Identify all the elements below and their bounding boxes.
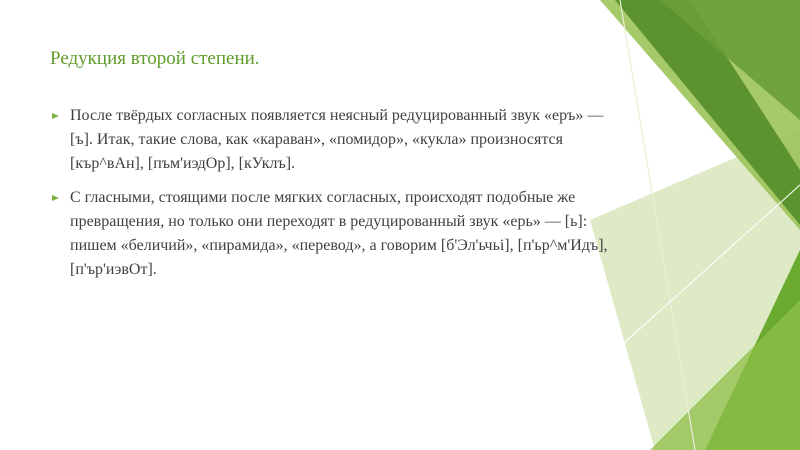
bullet-text: После твёрдых согласных появляется неясный редуцированный звук «еръ» — [ъ]. Итак, такие слова, как «караван», «помидор», «кукла» произносятся [кър^вАн], [пъм'иэдОр], [кУклъ]. <box>70 107 604 172</box>
arrow-bullet-icon <box>52 195 59 201</box>
bullet-text: С гласными, стоящими после мягких согласных, происходят подобные же превращения, но только они переходят в редуцированный звук «ерь» — [ь]: пишем «беличий», «пирамида», «перевод», а говорим [б'Эл'ьчьі], [п'ьр^м'Идъ], [п'ър'иэвОт]. <box>70 189 608 278</box>
slide-title: Редукция второй степени. <box>50 48 260 69</box>
bullet-list <box>50 104 610 292</box>
bullet-item <box>50 186 610 282</box>
arrow-bullet-icon <box>52 113 59 119</box>
bullet-item <box>50 104 610 176</box>
